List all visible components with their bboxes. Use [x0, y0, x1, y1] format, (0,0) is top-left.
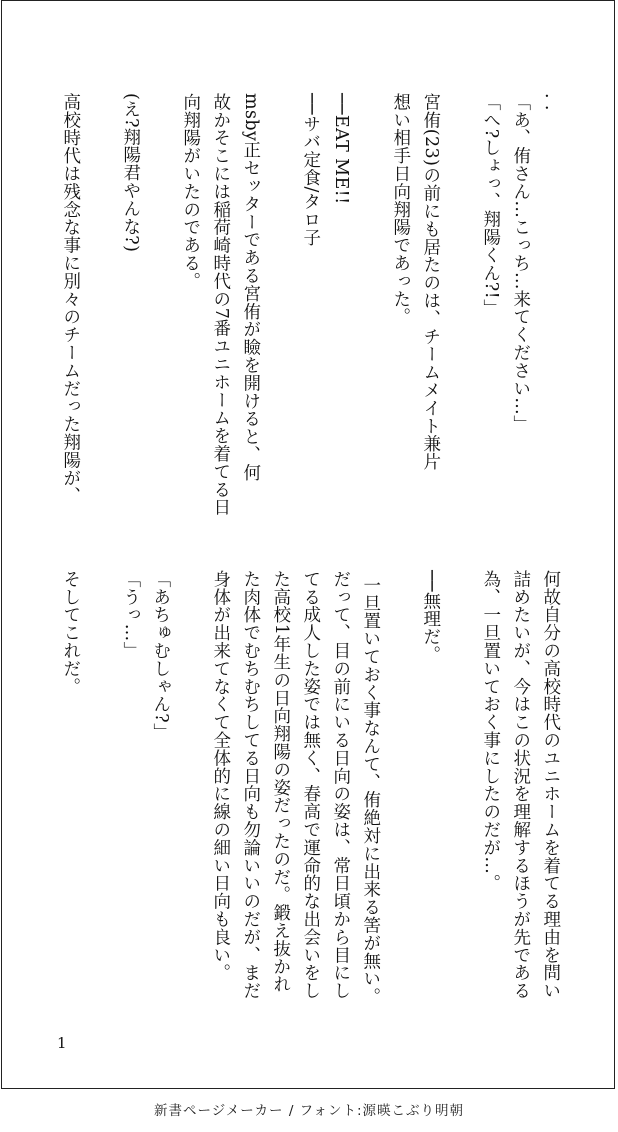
text-column: 故かそこには稲荷崎時代の7番ユニホームを着てる日 — [210, 93, 231, 517]
text-column: だって、目の前にいる日向の姿は、常日頃から目にし — [330, 570, 351, 1000]
text-column: ──無理だ。 — [420, 570, 441, 664]
text-column: . . — [540, 93, 561, 111]
text-column: そしてこれだ。 — [60, 570, 81, 696]
text-column: ──サバ定食/タロ子 — [300, 93, 321, 247]
text-column: 為、一旦置いておく事にしたのだが…。 — [480, 570, 501, 893]
text-column: 「うっ…」 — [120, 570, 141, 660]
text-column: msby正セッターである宮侑が瞼を開けると、何 — [240, 93, 261, 482]
text-column: 「あ、侑さん…こっち…来てください…」 — [510, 93, 531, 434]
text-column: 一旦置いておく事なんて、侑絶対に出来る筈が無い。 — [360, 570, 381, 1006]
text-column: ──EAT ME!! — [330, 93, 351, 205]
footer-credit: 新書ページメーカー / フォント:源暎こぶり明朝 — [153, 1103, 465, 1119]
text-column: 「あちゅむしゃん?」 — [150, 570, 171, 741]
text-column: 向翔陽がいたのである。 — [180, 93, 201, 290]
text-column: 何故自分の高校時代のユニホームを着てる理由を問い — [540, 570, 561, 1000]
text-column: た肉体でむちむちしてる日向も勿論いいのだが、まだ — [240, 570, 261, 1000]
text-column: 宮侑(23)の前にも居たのは、チームメイト兼片 — [420, 93, 441, 471]
text-column: てる成人した姿では無く、春高で運命的な出会いをし — [300, 570, 321, 1000]
text-column: 身体が出来てなくて全体的に線の細い日向も良い。 — [210, 570, 231, 982]
text-column: 想い相手日向翔陽であった。 — [390, 93, 411, 326]
text-column: た高校1年生の日向翔陽の姿だったのだ。鍛え抜かれ — [270, 570, 291, 994]
text-column: 「へ?しょっ、翔陽くん?!」 — [480, 93, 501, 317]
page-number: 1 — [57, 1034, 67, 1052]
text-column: (え?翔陽君やんな?) — [120, 93, 141, 253]
text-column: 詰めたいが、今はこの状況を理解するほうが先である — [510, 570, 531, 1000]
text-column: 高校時代は残念な事に別々のチームだった翔陽が、 — [60, 93, 81, 505]
